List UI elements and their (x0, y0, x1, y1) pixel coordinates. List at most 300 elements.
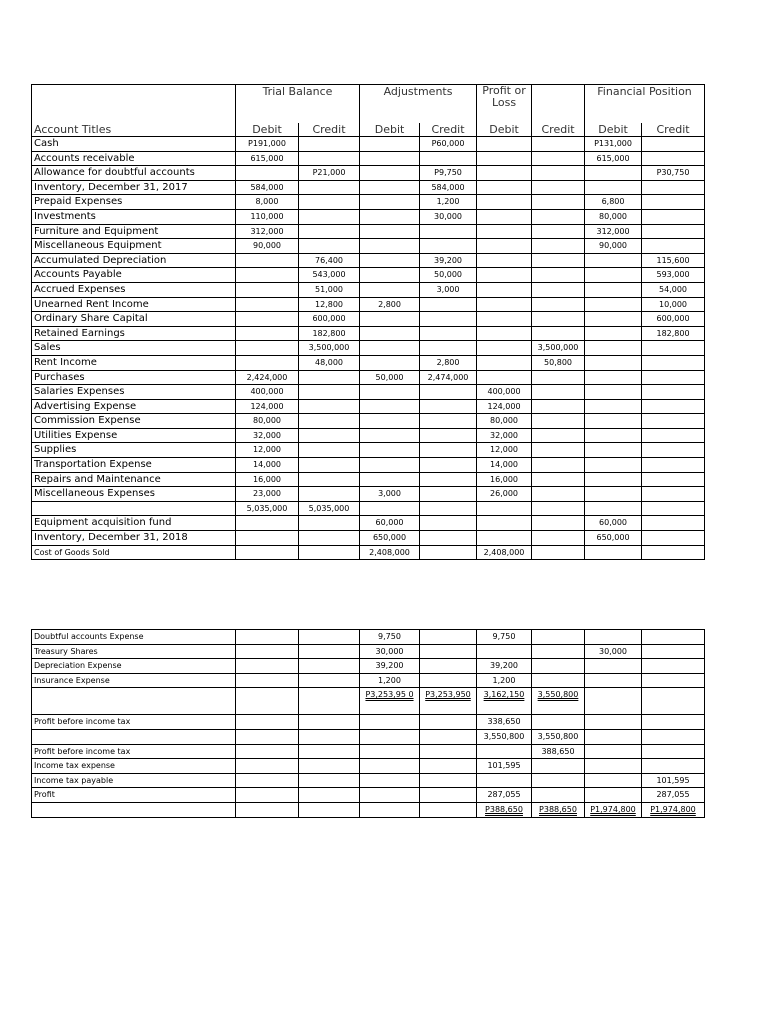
amount-cell (236, 773, 299, 788)
header-row-spacer (32, 109, 705, 123)
amount-cell (532, 443, 585, 458)
amount-cell: 12,000 (236, 443, 299, 458)
debit-header: Debit (360, 123, 420, 137)
amount-cell (585, 545, 642, 560)
amount-cell: 3,550,800 (532, 688, 585, 715)
credit-header: Credit (299, 123, 360, 137)
amount-cell (236, 744, 299, 759)
table-row (32, 759, 705, 774)
table-row (32, 788, 705, 803)
amount-cell (642, 385, 705, 400)
table-row (32, 253, 705, 268)
table-row (32, 355, 705, 370)
amount-cell (477, 370, 532, 385)
amount-cell: 2,474,000 (420, 370, 477, 385)
account-title-cell: Income tax payable (32, 773, 236, 788)
account-title-cell: Ordinary Share Capital (32, 312, 236, 327)
amount-cell (642, 729, 705, 744)
amount-cell (420, 644, 477, 659)
amount-cell: P21,000 (299, 166, 360, 181)
account-title-cell: Doubtful accounts Expense (32, 630, 236, 645)
amount-cell (420, 385, 477, 400)
amount-cell (585, 166, 642, 181)
account-title-cell: Accounts receivable (32, 151, 236, 166)
amount-cell (420, 151, 477, 166)
amount-cell (420, 715, 477, 730)
table-row (32, 399, 705, 414)
amount-cell: 3,500,000 (532, 341, 585, 356)
amount-cell (477, 644, 532, 659)
amount-cell (642, 472, 705, 487)
amount-cell (299, 370, 360, 385)
account-title-cell: Accumulated Depreciation (32, 253, 236, 268)
amount-cell (236, 297, 299, 312)
amount-cell: P388,650 (532, 802, 585, 817)
amount-cell (360, 268, 420, 283)
amount-cell (532, 224, 585, 239)
amount-cell (477, 137, 532, 152)
amount-cell (532, 268, 585, 283)
amount-cell (532, 151, 585, 166)
table-row (32, 644, 705, 659)
amount-cell: P30,750 (642, 166, 705, 181)
amount-cell: 312,000 (236, 224, 299, 239)
amount-cell: 2,800 (420, 355, 477, 370)
amount-cell (642, 630, 705, 645)
table-row (32, 195, 705, 210)
amount-cell: 39,200 (477, 659, 532, 674)
amount-cell (299, 443, 360, 458)
amount-cell: 10,000 (642, 297, 705, 312)
amount-cell (299, 744, 360, 759)
amount-cell (236, 729, 299, 744)
amount-cell (477, 297, 532, 312)
amount-cell: 16,000 (477, 472, 532, 487)
account-title-cell: Sales (32, 341, 236, 356)
amount-cell (642, 341, 705, 356)
amount-cell (420, 458, 477, 473)
table-row (32, 312, 705, 327)
amount-cell: 124,000 (477, 399, 532, 414)
amount-cell: 400,000 (236, 385, 299, 400)
table-row (32, 239, 705, 254)
amount-cell (360, 209, 420, 224)
amount-cell (532, 516, 585, 531)
amount-cell (585, 268, 642, 283)
amount-cell (420, 239, 477, 254)
amount-cell (299, 137, 360, 152)
amount-cell (360, 759, 420, 774)
amount-cell: 1,200 (360, 673, 420, 688)
table-row (32, 630, 705, 645)
amount-cell (360, 195, 420, 210)
account-title-cell: Advertising Expense (32, 399, 236, 414)
amount-cell (585, 282, 642, 297)
amount-cell (236, 759, 299, 774)
amount-cell (532, 673, 585, 688)
amount-cell (299, 151, 360, 166)
amount-cell (532, 253, 585, 268)
amount-cell (477, 531, 532, 546)
amount-cell (236, 788, 299, 803)
amount-cell (360, 239, 420, 254)
amount-cell (642, 545, 705, 560)
amount-cell (642, 458, 705, 473)
amount-cell (360, 253, 420, 268)
amount-cell (642, 744, 705, 759)
amount-cell (360, 399, 420, 414)
amount-cell (420, 399, 477, 414)
amount-cell (360, 385, 420, 400)
amount-cell: 543,000 (299, 268, 360, 283)
amount-cell: 90,000 (236, 239, 299, 254)
amount-cell (532, 644, 585, 659)
amount-cell (299, 487, 360, 502)
amount-cell: 3,550,800 (532, 729, 585, 744)
amount-cell: 287,055 (477, 788, 532, 803)
amount-cell (299, 788, 360, 803)
amount-cell (420, 673, 477, 688)
amount-cell (236, 659, 299, 674)
amount-cell (585, 385, 642, 400)
header-row-groups (32, 85, 705, 110)
amount-cell (360, 501, 420, 516)
amount-cell: 9,750 (477, 630, 532, 645)
amount-cell (420, 472, 477, 487)
amount-cell: 615,000 (585, 151, 642, 166)
amount-cell (299, 414, 360, 429)
amount-cell (299, 644, 360, 659)
amount-cell (420, 659, 477, 674)
amount-cell: P191,000 (236, 137, 299, 152)
amount-cell (642, 151, 705, 166)
amount-cell: P1,974,800 (642, 802, 705, 817)
amount-cell (585, 744, 642, 759)
amount-cell: 14,000 (236, 458, 299, 473)
amount-cell: 584,000 (420, 180, 477, 195)
amount-cell (642, 414, 705, 429)
amount-cell: P9,750 (420, 166, 477, 181)
amount-cell: 16,000 (236, 472, 299, 487)
amount-cell: 3,500,000 (299, 341, 360, 356)
account-title-cell: Profit before income tax (32, 715, 236, 730)
amount-cell (477, 773, 532, 788)
amount-cell (420, 773, 477, 788)
amount-cell (420, 802, 477, 817)
amount-cell (477, 151, 532, 166)
account-title-cell: Accrued Expenses (32, 282, 236, 297)
amount-cell (532, 180, 585, 195)
table-row (32, 166, 705, 181)
amount-cell (420, 729, 477, 744)
amount-cell (642, 209, 705, 224)
account-title-cell: Investments (32, 209, 236, 224)
amount-cell (642, 355, 705, 370)
amount-cell: 584,000 (236, 180, 299, 195)
amount-cell: 3,550,800 (477, 729, 532, 744)
amount-cell (532, 759, 585, 774)
amount-cell: 5,035,000 (236, 501, 299, 516)
amount-cell (420, 341, 477, 356)
amount-cell (477, 355, 532, 370)
amount-cell: 3,162,150 (477, 688, 532, 715)
amount-cell: 115,600 (642, 253, 705, 268)
amount-cell: 650,000 (585, 531, 642, 546)
amount-cell (532, 531, 585, 546)
amount-cell (236, 282, 299, 297)
amount-cell (532, 166, 585, 181)
amount-cell (360, 788, 420, 803)
amount-cell (420, 531, 477, 546)
amount-cell (532, 630, 585, 645)
amount-cell: 6,800 (585, 195, 642, 210)
account-title-cell: Equipment acquisition fund (32, 516, 236, 531)
table-row (32, 531, 705, 546)
account-title-cell: Depreciation Expense (32, 659, 236, 674)
amount-cell (299, 802, 360, 817)
amount-cell (477, 224, 532, 239)
amount-cell (477, 180, 532, 195)
amount-cell (532, 788, 585, 803)
table-row (32, 487, 705, 502)
amount-cell: 30,000 (420, 209, 477, 224)
amount-cell (360, 414, 420, 429)
financial-position-header: Financial Position (585, 85, 705, 110)
amount-cell (299, 399, 360, 414)
amount-cell (477, 166, 532, 181)
amount-cell (299, 715, 360, 730)
amount-cell (585, 370, 642, 385)
amount-cell (532, 414, 585, 429)
amount-cell (585, 729, 642, 744)
amount-cell (360, 326, 420, 341)
account-title-cell: Supplies (32, 443, 236, 458)
amount-cell: 9,750 (360, 630, 420, 645)
amount-cell (642, 531, 705, 546)
amount-cell (532, 428, 585, 443)
amount-cell: 3,000 (420, 282, 477, 297)
amount-cell: 30,000 (585, 644, 642, 659)
amount-cell (585, 673, 642, 688)
profit-or-loss-header: Profit or Loss (477, 85, 532, 110)
table-row (32, 414, 705, 429)
worksheet-continuation-table (31, 629, 705, 818)
amount-cell (477, 195, 532, 210)
amount-cell: 2,424,000 (236, 370, 299, 385)
amount-cell: 60,000 (360, 516, 420, 531)
table-row (32, 802, 705, 817)
amount-cell: 60,000 (585, 516, 642, 531)
amount-cell: 400,000 (477, 385, 532, 400)
amount-cell (477, 341, 532, 356)
worksheet-body (32, 137, 705, 560)
debit-header: Debit (585, 123, 642, 137)
table-row (32, 688, 705, 715)
amount-cell: 54,000 (642, 282, 705, 297)
account-title-cell: Salaries Expenses (32, 385, 236, 400)
amount-cell: 3,000 (360, 487, 420, 502)
amount-cell: 2,408,000 (477, 545, 532, 560)
amount-cell (236, 673, 299, 688)
amount-cell (420, 443, 477, 458)
amount-cell: P3,253,95 0 (360, 688, 420, 715)
amount-cell (532, 385, 585, 400)
account-titles-header: Account Titles (32, 123, 236, 137)
amount-cell (585, 458, 642, 473)
header-row-columns (32, 123, 705, 137)
amount-cell (420, 759, 477, 774)
amount-cell (420, 312, 477, 327)
table-row (32, 545, 705, 560)
account-title-cell: Transportation Expense (32, 458, 236, 473)
table-row (32, 659, 705, 674)
amount-cell (299, 458, 360, 473)
amount-cell (477, 282, 532, 297)
amount-cell: 12,000 (477, 443, 532, 458)
amount-cell: 182,800 (299, 326, 360, 341)
amount-cell (642, 659, 705, 674)
table-row (32, 673, 705, 688)
amount-cell (299, 180, 360, 195)
table-row (32, 151, 705, 166)
amount-cell (299, 516, 360, 531)
account-title-cell: Allowance for doubtful accounts (32, 166, 236, 181)
amount-cell (532, 282, 585, 297)
amount-cell: 39,200 (420, 253, 477, 268)
amount-cell (477, 516, 532, 531)
amount-cell (360, 443, 420, 458)
amount-cell (360, 428, 420, 443)
amount-cell: 14,000 (477, 458, 532, 473)
amount-cell (420, 501, 477, 516)
amount-cell (360, 282, 420, 297)
account-title-cell: Commission Expense (32, 414, 236, 429)
amount-cell: 5,035,000 (299, 501, 360, 516)
amount-cell (360, 472, 420, 487)
account-title-cell: Inventory, December 31, 2018 (32, 531, 236, 546)
amount-cell (642, 239, 705, 254)
amount-cell (420, 326, 477, 341)
table-row (32, 297, 705, 312)
table-row (32, 385, 705, 400)
amount-cell (299, 545, 360, 560)
amount-cell (236, 166, 299, 181)
amount-cell: 80,000 (477, 414, 532, 429)
amount-cell (532, 137, 585, 152)
amount-cell (360, 802, 420, 817)
amount-cell (360, 715, 420, 730)
amount-cell (236, 688, 299, 715)
amount-cell: 48,000 (299, 355, 360, 370)
table-row (32, 326, 705, 341)
amount-cell (299, 428, 360, 443)
amount-cell: 182,800 (642, 326, 705, 341)
amount-cell (532, 715, 585, 730)
amount-cell (585, 773, 642, 788)
amount-cell (299, 729, 360, 744)
amount-cell: 593,000 (642, 268, 705, 283)
amount-cell (642, 516, 705, 531)
amount-cell (236, 312, 299, 327)
amount-cell: 615,000 (236, 151, 299, 166)
account-title-cell (32, 729, 236, 744)
amount-cell (360, 458, 420, 473)
amount-cell (532, 195, 585, 210)
table-row (32, 224, 705, 239)
trial-balance-header: Trial Balance (236, 85, 360, 110)
table-row (32, 268, 705, 283)
amount-cell (585, 399, 642, 414)
amount-cell (299, 688, 360, 715)
amount-cell: 1,200 (420, 195, 477, 210)
amount-cell (360, 151, 420, 166)
amount-cell: 23,000 (236, 487, 299, 502)
amount-cell (585, 688, 642, 715)
account-title-cell: Cash (32, 137, 236, 152)
amount-cell (299, 773, 360, 788)
amount-cell (532, 487, 585, 502)
amount-cell (477, 326, 532, 341)
amount-cell (360, 137, 420, 152)
amount-cell (236, 531, 299, 546)
amount-cell (236, 253, 299, 268)
debit-header: Debit (477, 123, 532, 137)
amount-cell (360, 224, 420, 239)
amount-cell (532, 209, 585, 224)
amount-cell (585, 253, 642, 268)
account-title-cell: Furniture and Equipment (32, 224, 236, 239)
amount-cell (585, 180, 642, 195)
table-row (32, 282, 705, 297)
amount-cell (236, 355, 299, 370)
table-row (32, 180, 705, 195)
amount-cell (360, 166, 420, 181)
amount-cell (299, 385, 360, 400)
amount-cell: 101,595 (642, 773, 705, 788)
amount-cell: 80,000 (585, 209, 642, 224)
amount-cell (642, 715, 705, 730)
amount-cell (642, 644, 705, 659)
amount-cell (236, 715, 299, 730)
amount-cell (420, 630, 477, 645)
amount-cell (299, 224, 360, 239)
amount-cell: 338,650 (477, 715, 532, 730)
amount-cell (585, 715, 642, 730)
amount-cell (236, 802, 299, 817)
table-row (32, 341, 705, 356)
amount-cell (642, 501, 705, 516)
table-row (32, 516, 705, 531)
amount-cell (642, 195, 705, 210)
amount-cell (360, 312, 420, 327)
amount-cell: 80,000 (236, 414, 299, 429)
amount-cell: 26,000 (477, 487, 532, 502)
amount-cell: 50,800 (532, 355, 585, 370)
amount-cell (420, 414, 477, 429)
amount-cell: 32,000 (236, 428, 299, 443)
account-title-cell: Utilities Expense (32, 428, 236, 443)
amount-cell (585, 443, 642, 458)
account-title-cell: Rent Income (32, 355, 236, 370)
amount-cell: 50,000 (360, 370, 420, 385)
amount-cell (585, 659, 642, 674)
amount-cell: P131,000 (585, 137, 642, 152)
adjustments-header: Adjustments (360, 85, 477, 110)
worksheet-table (31, 84, 705, 560)
table-row (32, 428, 705, 443)
amount-cell (532, 501, 585, 516)
table-row (32, 501, 705, 516)
